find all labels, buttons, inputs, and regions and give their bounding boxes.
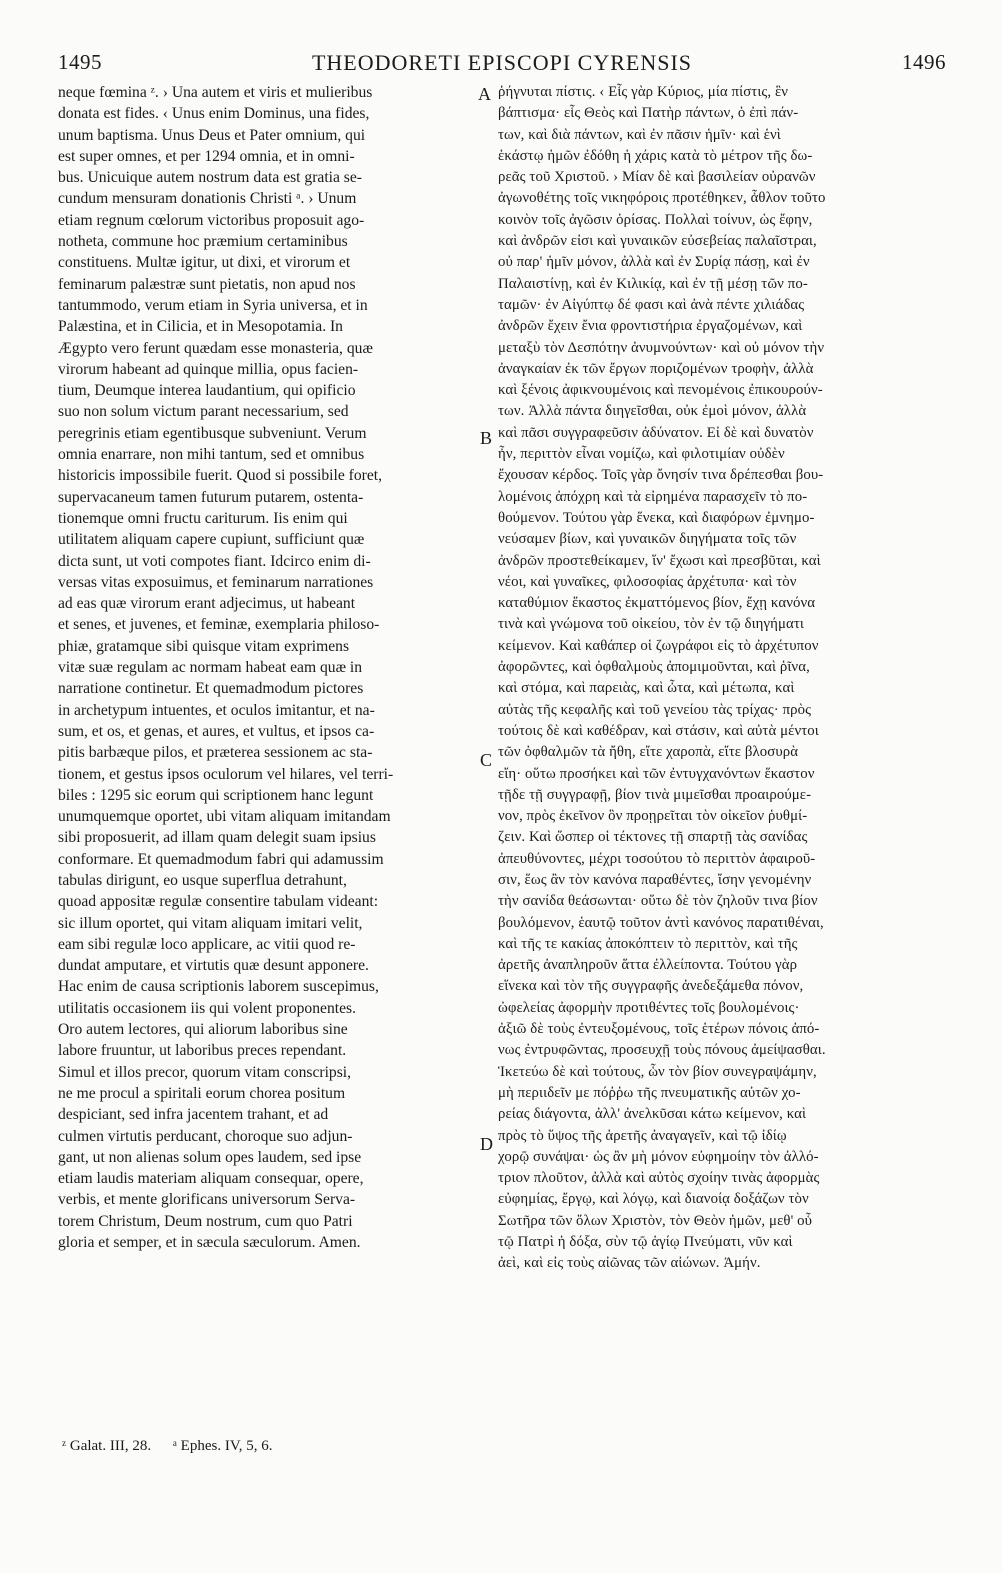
text-line: σιν, ἕως ἂν τὸν κανόνα παραθέντες, ἴσην γενομένην [498, 871, 812, 888]
text-line: Palæstina, et in Cilicia, et in Mesopotamia. In [58, 318, 343, 336]
text-line: καὶ ἀνδρῶν εἰσι καὶ γυναικῶν εὐσεβείας παλαῖστραι, [498, 233, 817, 250]
text-line: sic illum oportet, qui vitam aliquam imitari velit, [58, 914, 363, 932]
text-line: αὐτὰς τῆς κεφαλῆς καὶ τοῦ γενείου τὰς τρίχας· πρὸς [498, 701, 812, 718]
text-line: vitæ suæ regulam ac normam habeat eam quæ in [58, 659, 363, 677]
text-line: etiam regnum cœlorum victoribus proposuit ago- [58, 211, 365, 229]
running-header [58, 50, 946, 80]
text-line: tantummodo, verum etiam in Syria universa, et in [58, 296, 368, 314]
text-line: κείμενον. Καὶ καθάπερ οἱ ζωγράφοι εἰς τὸ ἀρχέτυπον [498, 637, 819, 654]
text-line: sum, et os, et genas, et aures, et vultus, et ipsos ca- [58, 722, 375, 740]
text-line: τινὰ καὶ γνώμονα τοῦ οἰκείου, τὸν ἐν τῷ διηγήματι [498, 616, 804, 633]
text-line: tium, Deumque interea laudantium, qui opificio [58, 382, 356, 400]
text-line: λομένοις ἀπόχρη καὶ τὰ εἰρημένα παρασχεῖν τὸ πο- [498, 488, 808, 505]
text-line: feminarum palæstræ sunt pietatis, non apud nos [58, 275, 356, 293]
text-line: bus. Unicuique autem nostrum data est gratia se- [58, 169, 362, 187]
text-line: quoad appositæ regulæ consentire tabulam videant: [58, 893, 379, 911]
text-line: κοινὸν τοῖς ἀγῶσιν ὁρίσας. Πολλαὶ τοίνυν, ὡς ἔφην, [498, 211, 813, 228]
text-line: ὠφελείας ἀφορμὴν προτιθέντες τοῖς βουλομένοις· [498, 999, 800, 1016]
margin-letter-a: A [478, 84, 491, 104]
text-line: νως ἐντρυφῶντας, προσευχῇ τοὺς πόνους ἀμείψασθαι. [498, 1042, 826, 1059]
text-line: Ἱκετεύω δὲ καὶ τούτους, ὧν τὸν βίον συνεγραψάμην, [498, 1063, 817, 1080]
text-line: pitis barbæque pilos, et præterea sessionem ac sta- [58, 744, 373, 762]
text-line: tionem, et gestus ipsos oculorum vel hilares, vel terri- [58, 765, 394, 783]
footnote-z: ᶻ Galat. III, 28. [62, 1438, 152, 1454]
margin-letter-d: D [480, 1134, 493, 1154]
text-line: utilitatis occasionem iis qui volent proponentes. [58, 999, 356, 1017]
text-line: Παλαιστίνῃ, καὶ ἐν Κιλικίᾳ, καὶ ἐν τῇ μέσῃ τῶν πο- [498, 275, 808, 292]
text-line: ἦν, περιττὸν εἶναι νομίζω, καὶ φιλοτιμίαν οὐδὲν [498, 446, 785, 463]
text-line: cundum mensuram donationis Christi ᵃ. › Unum [58, 190, 357, 208]
text-line: τὴν σανίδα θεάσωνται· οὕτω δὲ τὸν ζηλοῦν τινα βίον [498, 893, 818, 910]
running-title: THEODORETI EPISCOPI CYRENSIS [311, 50, 693, 75]
text-line: τούτοις δὲ καὶ καθέδραν, καὶ στάσιν, καὶ αὐτὰ μέντοι [498, 722, 819, 739]
greek-column [498, 82, 946, 1275]
text-line: gloria et semper, et in sæcula sæculorum. Amen. [58, 1234, 361, 1252]
text-line: καὶ πᾶσι συγγραφεῦσιν ἀδύνατον. Εἰ δὲ καὶ δυνατὸν [498, 424, 814, 441]
text-line: καὶ τῆς τε κακίας ἀποκόπτειν τὸ περιττὸν, καὶ τῆς [498, 935, 798, 952]
text-line: τριον πλοῦτον, ἀλλὰ καὶ αὐτὸς σχοίην τινὰς ἀφορμὰς [498, 1170, 820, 1187]
text-line: των, καὶ διὰ πάντων, καὶ ἐν πᾶσιν ἡμῖν· καὶ ἑνὶ [498, 126, 781, 143]
text-line: τῇδε τῇ συγγραφῇ, βίον τινὰ μιμεῖσθαι προαιρούμε- [498, 786, 812, 803]
text-line: Hac enim de causa scriptionis laborem suscepimus, [58, 978, 379, 996]
text-line: neque fœmina ᶻ. › Una autem et viris et mulieribus [58, 84, 373, 101]
text-line: νέοι, καὶ γυναῖκες, φιλοσοφίας ἀρχέτυπα· καὶ τὸν [498, 573, 797, 590]
text-line: ἀρετῆς ἀναπληροῦν ἅττα ἐλλείποντα. Τούτου γὰρ [498, 957, 798, 974]
text-line: omnia enarrare, non mihi tantum, sed et omnibus [58, 446, 365, 464]
margin-letter-b: B [480, 428, 493, 448]
text-line: ἀφορῶντες, καὶ ὀφθαλμοὺς ἀπομιμοῦνται, καὶ ῥῖνα, [498, 659, 810, 676]
page-number-left: 1495 [58, 50, 102, 74]
text-line: utilitatem aliquam capere cupiunt, sufficiunt quæ [58, 531, 365, 549]
text-line: εὐφημίας, ἔργῳ, καὶ λόγῳ, καὶ διανοίᾳ δοξάζων τὸν [498, 1191, 809, 1208]
text-line: narratione continetur. Et quemadmodum pictores [58, 680, 364, 698]
text-line: καταθύμιον ἕκαστος ἐκματτόμενος βίον, ἔχῃ κανόνα [498, 595, 816, 612]
text-line: constituens. Multæ igitur, ut dixi, et virorum et [58, 254, 351, 272]
text-line: μεταξὺ τὸν Δεσπότην ἀνυμνούντων· καὶ οὐ μόνον τὴν [498, 339, 825, 356]
text-line: ἀξιῶ δὲ τοὺς ἐντευξομένους, τοῖς ἑτέρων πόνοις ἀπό- [498, 1021, 820, 1038]
text-line: τῷ Πατρὶ ἡ δόξα, σὺν τῷ ἁγίῳ Πνεύματι, νῦν καὶ [498, 1234, 793, 1251]
text-line: conformare. Et quemadmodum fabri qui adamussim [58, 850, 384, 868]
text-line: sibi proposuerit, ad illam quam delegit suam ipsius [58, 829, 376, 847]
margin-letter-c: C [480, 750, 493, 770]
text-line: tabulas dirigunt, eo usque superflua detrahunt, [58, 871, 347, 889]
text-line: Ægypto vero ferunt quædam esse monasteria, quæ [58, 339, 373, 357]
text-line: βάπτισμα· εἷς Θεὸς καὶ Πατὴρ πάντων, ὁ ἐπὶ πάν- [498, 105, 799, 122]
latin-column [58, 82, 470, 1253]
footnotes [62, 1438, 662, 1455]
text-line: νον, πρὸς ἐκεῖνον ὃν προῃρεῖται τὸν οἰκεῖον ῥυθμί- [498, 808, 808, 825]
text-line: dicta sunt, ut voti compotes fiant. Idcirco enim di- [58, 552, 371, 570]
text-line: πρὸς τὸ ὕψος τῆς ἀρετῆς ἀναγαγεῖν, καὶ τῷ ἰδίῳ [498, 1127, 787, 1144]
text-line: εἴη· οὕτω προσήκει καὶ τῶν ἐντυγχανόντων ἕκαστον [498, 765, 815, 782]
text-line: Oro autem lectores, qui aliorum laboribus sine [58, 1021, 348, 1039]
text-line: ταμῶν· ἐν Αἰγύπτῳ δέ φασι καὶ ἀνὰ πέντε χιλιάδας [498, 296, 805, 313]
text-line: torem Christum, Deum nostrum, cum quo Patri [58, 1212, 353, 1230]
text-line: ἀγωνοθέτης τοῖς νικηφόροις προτέθηκεν, ἆθλον τοῦτο [498, 190, 826, 207]
text-line: μὴ περιιδεῖν με πόῤῥω τῆς πνευματικῆς αὐτῶν χο- [498, 1084, 801, 1101]
text-line: historicis impossibile fuerit. Quod si possibile foret, [58, 467, 382, 485]
text-line: eam sibi regulæ loco applicare, ac vitii quod re- [58, 935, 356, 953]
text-line: ἀνδρῶν προστεθείκαμεν, ἵν' ἔχωσι καὶ πρεσβῦται, καὶ [498, 552, 821, 569]
text-line: donata est fides. ‹ Unus enim Dominus, una fides, [58, 105, 370, 123]
text-line: ἔχουσαν κέρδος. Τοῖς γὰρ ὄνησίν τινα δρέπεσθαι βου- [498, 467, 824, 484]
text-line: etiam laudis materiam aliquam consequar, opere, [58, 1170, 364, 1188]
text-line: ἀπευθύνοντες, μέχρι τοσούτου τὸ περιττὸν ἀφαιροῦ- [498, 850, 816, 867]
text-line: ῥήγνυται πίστις. ‹ Εἷς γὰρ Κύριος, μία πίστις, ἓν [498, 84, 789, 100]
text-line: ρεᾶς τοῦ Χριστοῦ. › Μίαν δὲ καὶ βασιλείαν οὐρανῶν [498, 169, 816, 186]
page-number-right: 1496 [902, 50, 946, 74]
text-line: θούμενον. Τούτου γὰρ ἕνεκα, καὶ διαφόρων ἐμνημο- [498, 509, 815, 526]
text-line: dundat amputare, et virtutis quæ desunt apponere. [58, 957, 369, 975]
text-line: verbis, et mente glorificans universorum Serva- [58, 1191, 356, 1209]
text-line: ἀνδρῶν ἔχειν ἔνια φροντιστήρια ἐργαζομένων, καὶ [498, 318, 803, 335]
text-line: versas vitas exposuimus, et feminarum narrationes [58, 573, 374, 591]
text-line: ζειν. Καὶ ὥσπερ οἱ τέκτονες τῇ σπαρτῇ τὰς σανίδας [498, 829, 808, 846]
text-line: notheta, commune hoc præmium certaminibus [58, 233, 348, 251]
text-line: καὶ ξένοις ἀφικνουμένοις καὶ πενομένοις ἐπικουρούν- [498, 382, 823, 399]
text-line: despiciant, sed infra jacentem trahant, et ad [58, 1106, 329, 1124]
text-line: culmen virtutis perducant, choroque suo adjun- [58, 1127, 353, 1145]
text-line: in archetypum intuentes, et oculos imitantur, et na- [58, 701, 375, 719]
text-line: virorum habeant ad quinque millia, opus facien- [58, 360, 359, 378]
text-line: ne me procul a spiritali eorum chorea positum [58, 1084, 346, 1102]
text-line: gant, ut non alienas solum opes laudem, sed ipse [58, 1148, 362, 1166]
text-line: ἀναγκαίαν ἐκ τῶν ἔργων ποριζομένων τροφὴν, ἀλλὰ [498, 360, 814, 377]
text-line: ad eas quæ virorum erant adjecimus, ut habeant [58, 595, 356, 613]
text-line: καὶ στόμα, καὶ παρειὰς, καὶ ὦτα, καὶ μέτωπα, καὶ [498, 680, 795, 697]
text-line: τῶν ὀφθαλμῶν τὰ ἤθη, εἴτε χαροπὰ, εἴτε βλοσυρὰ [498, 744, 799, 761]
text-line: supervacaneum tamen futurum putarem, ostenta- [58, 488, 364, 506]
text-line: εἵνεκα καὶ τὸν τῆς συγγραφῆς ἀνεδεξάμεθα πόνον, [498, 978, 804, 995]
text-line: οὐ παρ' ἡμῖν μόνον, ἀλλὰ καὶ ἐν Συρίᾳ πάσῃ, καὶ ἐν [498, 254, 810, 271]
text-line: tionemque omni fructu cariturum. Iis enim qui [58, 509, 348, 527]
text-line: των. Ἀλλὰ πάντα διηγεῖσθαι, οὐκ ἐμοὶ μόνον, ἀλλὰ [498, 403, 807, 420]
text-line: est super omnes, et per 1294 omnia, et in omni- [58, 147, 355, 165]
text-line: phiæ, gratamque sibi quisque vitam exprimens [58, 637, 350, 655]
text-line: et senes, et juvenes, et feminæ, exemplaria philoso- [58, 616, 380, 634]
text-line: Simul et illos precor, quorum vitam conscripsi, [58, 1063, 352, 1081]
text-line: νεύσαμεν βίων, καὶ γυναικῶν διηγήματα τοῖς τῶν [498, 531, 797, 548]
text-line: ἑκάστῳ ἡμῶν ἐδόθη ἡ χάρις κατὰ τὸ μέτρον τῆς δω- [498, 147, 813, 164]
text-line: biles : 1295 sic eorum qui scriptionem hanc legunt [58, 786, 374, 804]
text-line: peregrinis etiam egentibusque subveniunt. Verum [58, 424, 367, 442]
text-line: ἀεὶ, καὶ εἰς τοὺς αἰῶνας τῶν αἰώνων. Ἀμήν. [498, 1255, 761, 1272]
text-line: Σωτῆρα τῶν ὅλων Χριστὸν, τὸν Θεὸν ἡμῶν, μεθ' οὗ [498, 1212, 813, 1229]
text-line: ρείας διάγοντα, ἀλλ' ἀνελκῦσαι κάτω κείμενον, καὶ [498, 1106, 807, 1123]
footnote-a: ᵃ Ephes. IV, 5, 6. [172, 1438, 273, 1454]
text-line: βουλόμενον, ἑαυτῷ τοῦτον ἀντὶ κανόνος παρατιθέναι, [498, 914, 824, 931]
text-line: unumquemque oportet, ubi vitam aliquam imitandam [58, 808, 391, 826]
text-line: unum baptisma. Unus Deus et Pater omnium, qui [58, 126, 366, 144]
text-line: χορῷ συνάψαι· ὡς ἂν μὴ μόνον εὐφημοίην τὸν ἀλλό- [498, 1148, 819, 1165]
text-line: suo non solum victum parant necessarium, sed [58, 403, 349, 421]
text-line: labore fruuntur, ut laboribus preces rependant. [58, 1042, 347, 1060]
